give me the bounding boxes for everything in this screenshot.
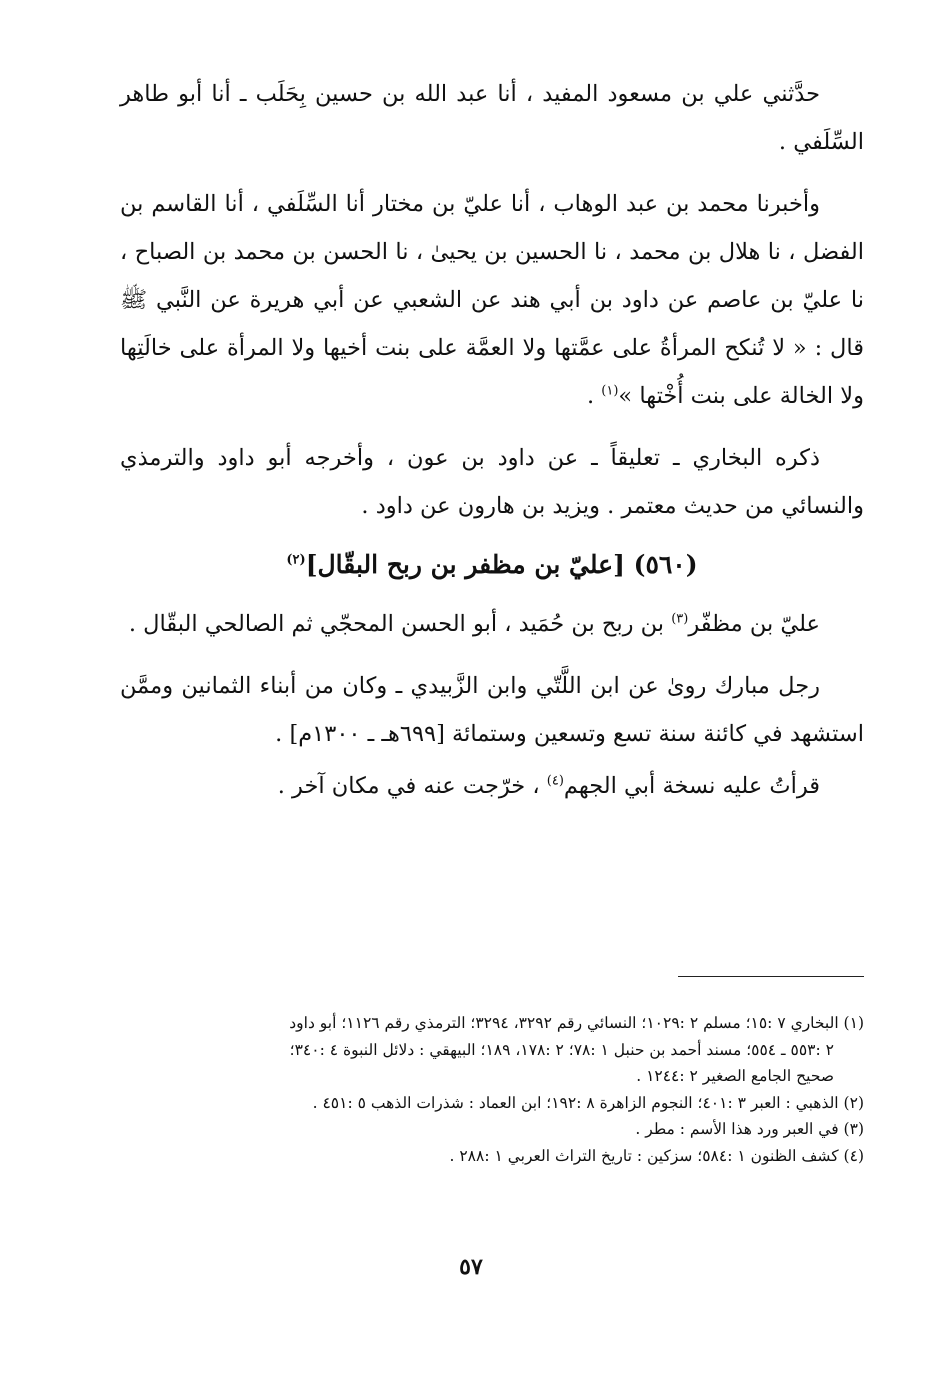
paragraph-6-text-b: ، خرّجت عنه في مكان آخر . [277,773,547,799]
footnote-2-number: (٢) [843,1093,864,1112]
footnote-4 [120,1143,864,1170]
footnote-ref-4[interactable]: (٤) [546,773,564,789]
footnote-1-line-2: ٢ :٥٥٣ ـ ٥٥٤؛ مسند أحمد بن حنبل ١ :٧٨؛ ٢ :١٧٨، ١٨٩؛ البيهقي : دلائل النبوة ٤ :٣٤٠؛ [289,1040,834,1059]
paragraph-5-text: رجل مبارك روىٰ عن ابن اللَّتّي وابن الزَّبيدي ـ وكان من أبناء الثمانين وممَّن استشهد في كائنة سنة تسع وتسعين وستمائة [٦٩٩هـ ـ ١٣٠٠م] . [120,673,864,747]
footnotes [120,1010,864,1169]
footnote-3-number: (٣) [843,1120,864,1138]
entry-title [120,540,864,590]
paragraph-6-text-a: قرأتُ عليه نسخة أبي الجهم [563,773,820,799]
entry-title-text: (٥٦٠) [عليّ بن مظفر بن ربح البقّال] [305,550,698,579]
paragraph-3-text: ذكره البخاري ـ تعليقاً ـ عن داود بن عون ، وأخرجه أبو داود والترمذي والنسائي من حديث معتمر . ويزيد بن هارون عن داود . [120,445,864,519]
footnote-2 [120,1090,864,1117]
paragraph-3 [120,434,864,530]
footnote-1-number: (١) [843,1014,864,1032]
footnote-1 [120,1010,864,1090]
paragraph-6 [120,762,864,810]
footnote-1-line-1: البخاري ٧ :١٥؛ مسلم ٢ :١٠٢٩؛ النسائي رقم ٣٢٩٢، ٣٢٩٤؛ الترمذي رقم ١١٢٦؛ أبو داود [289,1014,844,1032]
paragraph-4-text-b: بن ربح بن حُمَيد ، أبو الحسن المحجّي ثم الصالحي البقّال . [128,611,672,637]
main-text [120,70,864,810]
paragraph-5 [120,662,864,758]
footnote-ref-1[interactable]: (١) [601,383,619,399]
paragraph-2-text: وأخبرنا محمد بن عبد الوهاب ، أنا عليّ بن مختار أنا السِّلَفي ، أنا القاسم بن الفضل ، نا هلال بن محمد ، نا الحسين بن يحيىٰ ، نا الحسن بن محمد بن الصباح ، نا عليّ بن عاصم عن داود بن أبي هند عن الشعبي عن أبي هريرة عن النَّبي ﷺ قال : « لا تُنكح المرأةُ على عمَّتها ولا العمَّة على بنت أخيها ولا المرأة على خالَتِها ولا الخالة على بنت أُخْتها » [120,191,864,409]
paragraph-1-text: حدَّثني علي بن مسعود المفيد ، أنا عبد الله بن حسين بِحَلَب ـ أنا أبو طاهر السِّلَفي . [120,81,864,155]
paragraph-2-end: . [586,383,602,409]
footnote-3 [120,1116,864,1143]
footnote-1-line-3: صحيح الجامع الصغير ٢ :١٢٤٤ . [636,1067,834,1085]
paragraph-2 [120,180,864,420]
paragraph-1 [120,70,864,166]
footnote-ref-2[interactable]: (٢) [286,552,306,568]
footnote-2-text: الذهبي : العبر ٣ :٤٠١؛ النجوم الزاهرة ٨ :١٩٢؛ ابن العماد : شذرات الذهب ٥ :٤٥١ . [312,1093,844,1112]
page-body [120,70,864,1373]
footnote-4-number: (٤) [843,1146,864,1165]
footnote-divider [678,976,864,977]
footnote-ref-3[interactable]: (٣) [671,611,689,627]
page-number: ٥٧ [459,1254,483,1280]
paragraph-4-text-a: عليّ بن مظفّر [688,611,820,637]
paragraph-4 [120,600,864,648]
footnote-4-text: كشف الظنون ١ :٥٨٤؛ سزكين : تاريخ التراث العربي ١ :٢٨٨ . [449,1146,844,1165]
footnote-3-text: في العبر ورد هذا الأسم : مطر . [635,1120,844,1138]
